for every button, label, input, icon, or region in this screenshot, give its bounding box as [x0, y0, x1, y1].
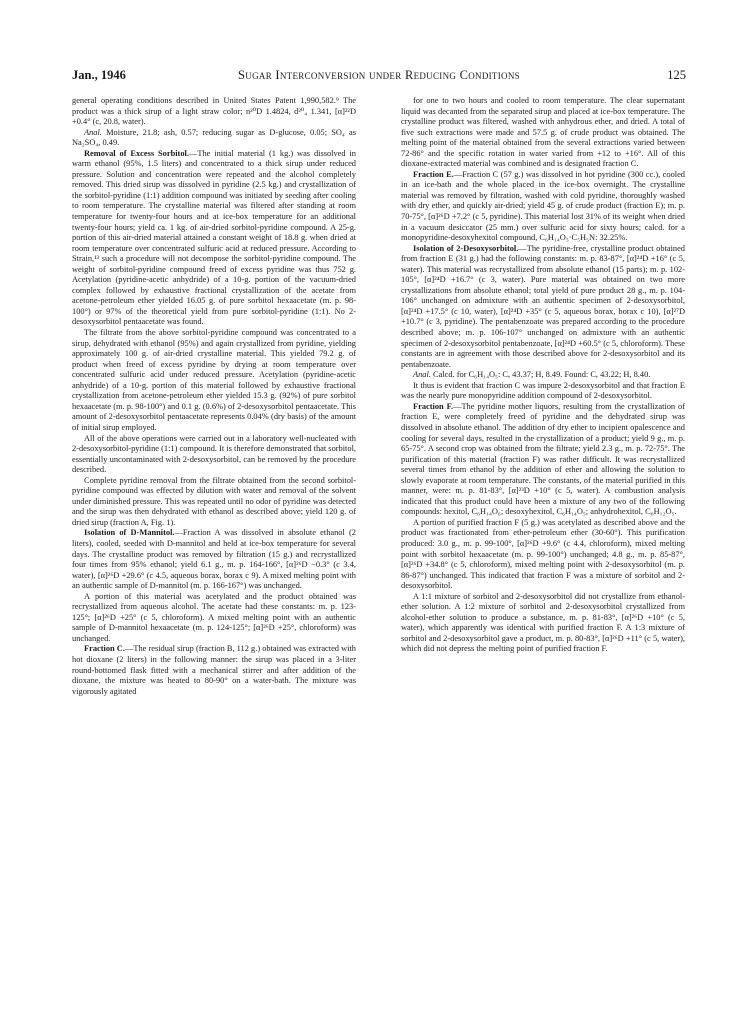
paragraph	[72, 644, 356, 697]
run-in-heading: Isolation of 2-Desoxysorbitol.	[413, 243, 519, 253]
paragraph-text: All of the above operations were carried out in a laboratory well-nucleated with 2-desoxysorbitol-pyridine (1:1) compound. It is therefore demonstrated that sorbitol, essentially uncontaminated with 2-desoxysorbitol, can be removed by the procedure described.	[72, 433, 356, 475]
paragraph-text: Moisture, 21.8; ash, 0.57; reducing sugar as D-glucose, 0.05; SO₄ as Na₂SO₄, 0.49.	[72, 127, 356, 148]
paragraph	[72, 592, 356, 645]
run-in-heading: Fraction E.	[413, 169, 454, 179]
paragraph-text: Complete pyridine removal from the filtrate obtained from the second sorbitol-pyridine compound was effected by dilution with water and removal of the solvent under diminished pressure. This was repeated until no odor of pyridine was detected and the sirup was then dehydrated with ethanol as described above; yield 120 g. of dried sirup (fraction A, Fig. 1).	[72, 475, 356, 527]
paragraph	[401, 518, 685, 592]
left-column	[72, 96, 356, 996]
paragraph	[401, 402, 685, 518]
paragraph	[72, 476, 356, 529]
paragraph	[401, 370, 685, 381]
paragraph-text: —The pyridine mother liquors, resulting from the crystallization of fraction E, were completely freed of pyridine and the dehydrated sirup was dissolved in absolute ethanol. The addition of dry ether to incipient opalescence and cooling for several days, resulted in the crystallization of a product; yield 9 g., m. p. 65-75°. A second crop was obtained from the filtrate; yield 2.3 g., m. p. 72-75°. The purification of this material (fraction F) was rather difficult. It was recrystallized several times from ethanol by the addition of ether and allowing the solution to slowly evaporate at room temperature. The constants, of the material purified in this manner, were: m. p. 81-83°, [α]²³D +10° (c 5, water). A combustion analysis indicated that this product could have been a mixture of any two of the following compounds: hexitol, C₆H₁₄O₆; desoxyhexitol, C₆H₁₄O₅; anhydrohexitol, C₆H₁₂O₅.	[401, 401, 685, 517]
paragraph	[401, 381, 685, 402]
paragraph	[401, 592, 685, 655]
paragraph	[72, 149, 356, 328]
paragraph	[72, 528, 356, 591]
analysis-label: Anal.	[84, 127, 102, 137]
paragraph-text: —Fraction A was dissolved in absolute ethanol (2 liters), cooled, seeded with D-mannitol and held at ice-box temperature for several days. The crystalline product was removed by filtration (15 g.) and recrystallized four times from 95% ethanol; yield 6.1 g., m. p. 164-166°, [α]²⁶D −0.3° (c 3.4, water), [α]²⁶D +29.6° (c 4.5, aqueous borax, borax c 9). A mixed melting point with an authentic sample of D-mannitol (m. p. 166-167°) was unchanged.	[72, 528, 356, 591]
right-column	[401, 96, 685, 996]
paragraph	[401, 244, 685, 371]
running-title: Sugar Interconversion under Reducing Conditions	[238, 68, 520, 82]
paragraph-text: —The pyridine-free, crystalline product obtained from fraction E (31 g.) had the following constants: m. p. 83-87°, [α]²⁴D +16° (c 5, water). This material was recrystallized from absolute ethanol (15 parts); m. p. 102-105°, [α]²⁴D +16.7° (c 3, water). Pure material was obtained on two more crystallizations from absolute ethanol; total yield of pure product 28 g., m. p. 104-106° unchanged on admixture with an authentic specimen of 2-desoxysorbitol, [α]²⁴D +17.5° (c 10, water), [α]²⁴D +35° (c 5, aqueous borax, borax c 10), [α]²⁷D +10.7° (c 3, pyridine). The pentabenzoate was prepared according to the procedure described above; m. p. 106-107° unchanged on admixture with an authentic specimen of 2-desoxysorbitol pentabenzoate, [α]²⁴D +60.5° (c 5, chloroform). These constants are in agreement with those described above for 2-desoxysorbitol and its pentabenzoate.	[401, 243, 685, 369]
analysis-label: Anal.	[413, 370, 431, 380]
paragraph-text: A portion of this material was acetylated and the product obtained was recrystallized from aqueous alcohol. The acetate had these constants: m. p. 123-125°; [α]²⁶D +25° (c 5, chloroform). A mixed melting point with an authentic sample of D-mannitol hexaacetate (m. p. 124-125°; [α]²⁶D +25°, chloroform) was unchanged.	[72, 591, 356, 643]
run-in-heading: Removal of Excess Sorbitol.	[84, 148, 189, 158]
paragraph-text: general operating conditions described in United States Patent 1,990,582.⁹ The product was a thick sirup of a light straw color; n²⁰D 1.4824, d²⁰₄ 1.341, [α]²²D +0.4° (c, 20.8, water).	[72, 96, 356, 127]
run-in-heading: Isolation of D-Mannitol.	[84, 528, 175, 538]
running-header	[72, 68, 686, 86]
paragraph-text: —Fraction C (57 g.) was dissolved in hot pyridine (300 cc.), cooled in an ice-bath and the whole placed in the ice-box overnight. The crystalline material was removed by filtration, washed with cold pyridine, thoroughly washed with dry ether, and quickly air-dried; yield 45 g. of crude product (fraction E); m. p. 70-75°, [α]²⁶D +7.2° (c 5, pyridine). This material lost 31% of its weight when dried in a vacuum desiccator (25 mm.) over sulfuric acid for sixty hours; calcd. for a monopyridine-desoxyhexitol compound, C₆H₁₄O₅·C₅H₅N: 32.25%.	[401, 169, 685, 243]
paragraph	[72, 96, 356, 128]
paragraph	[72, 328, 356, 433]
paragraph-text: The filtrate from the above sorbitol-pyridine compound was concentrated to a sirup, dehydrated with ethanol (95%) and again crystallized from pyridine, yielding approximately 100 g. of air-dried crystalline material. This yielded 79.2 g. of product when freed of excess pyridine by drying at room temperature over concentrated sulfuric acid under reduced pressure. Acetylation (pyridine-acetic anhydride) of a 10-g. portion of this material followed by exhaustive fractional crystallization from acetone-petroleum ether yielded 15.3 g. (92%) of pure sorbitol hexaacetate (m. p. 98-100°) and 0.1 g. (0.6%) of 2-desoxysorbitol pentaacetate. This amount of 2-desoxysorbitol pentaacetate represents 0.04% (dry basis) of the amount of initial sirup employed.	[72, 328, 356, 432]
paragraph	[72, 434, 356, 476]
paragraph	[72, 128, 356, 149]
issue-date: Jan., 1946	[72, 68, 126, 82]
paragraph	[401, 170, 685, 244]
paragraph-text: A 1:1 mixture of sorbitol and 2-desoxysorbitol did not crystallize from ethanol-ether solution. A 1:2 mixture of sorbitol and 2-desoxysorbitol crystallized from alcohol-ether solution to produce a substance, m. p. 81-83°, [α]²⁶D +10° (c 5, water), which apparently was identical with purified fraction F. A 1:3 mixture of sorbitol and 2-desoxysorbitol gave a product, m. p. 80-83°, [α]²⁶D +11° (c 5, water), which did not depress the melting point of purified fraction F.	[401, 591, 685, 654]
paragraph-text: —The initial material (1 kg.) was dissolved in warm ethanol (95%, 1.5 liters) and concentrated to a thick sirup under reduced pressure. Solution and concentration were repeated and the alcohol completely removed. This dried sirup was dissolved in pyridine (2.5 kg.) and crystallization of the sorbitol-pyridine (1:1) addition compound was initiated by seeding after cooling to room temperature. The crystalline material was filtered after standing at room temperature for twenty-four hours and at ice-box temperature for an additional twenty-four hours; yield ca. 1 kg. of air-dried sorbitol-pyridine compound. A 25-g. portion of this air-dried material attained a constant weight of 18.8 g. when dried at room temperature over concentrated sulfuric acid at reduced pressure. According to Strain,¹³ such a procedure will not decompose the sorbitol-pyridine compound. The weight of sorbitol-pyridine compound freed of excess pyridine was thus 752 g. Acetylation (pyridine-acetic anhydride) of a 10-g. portion of the vacuum-dried complex followed by exhaustive fractional crystallization of the acetate from acetone-petroleum ether yielded 16.05 g. of pure sorbitol hexaacetate (m. p. 98-100°) or 97% of the theoretical yield from pure sorbitol-pyridine (1:1). No 2-desoxysorbitol pentaacetate was found.	[72, 148, 356, 327]
paragraph-text: It thus is evident that fraction C was impure 2-desoxysorbitol and that fraction E was the nearly pure monopyridine addition compound of 2-desoxysorbitol.	[401, 380, 685, 401]
paragraph	[401, 96, 685, 170]
paragraph-text: for one to two hours and cooled to room temperature. The clear supernatant liquid was decanted from the separated sirup and placed at ice-box temperature. The crystalline product was filtered, washed with anhydrous ether, and dried. A total of five such extractions were made and 57.5 g. of crude product was obtained. The melting point of the material obtained from the several extractions varied between 72-86° and the specific rotation in water varied from +12 to +16°. All of this dioxane-extracted material was combined and is designated fraction C.	[401, 96, 685, 169]
page-number: 125	[667, 68, 686, 82]
run-in-heading: Fraction F.	[413, 401, 454, 411]
paragraph-text: —The residual sirup (fraction B, 112 g.) obtained was extracted with hot dioxane (2 liters) in the following manner: the sirup was placed in a 3-liter round-bottomed flask fitted with a mechanical stirrer and after addition of the dioxane, the mixture was heated to 80-90° on a water-bath. The mixture was vigorously agitated	[72, 644, 356, 696]
paragraph-text: A portion of purified fraction F (5 g.) was acetylated as described above and the product was fractionated from ether-petroleum ether (30-60°). This purification produced: 3.0 g., m. p. 99-100°, [α]²⁶D +9.6° (c 4.4, chloroform), mixed melting point with sorbitol hexaacetate (m. p. 99-100°) unchanged; 4.8 g., m. p. 85-87°, [α]²⁶D +34.8° (c 5, chloroform), mixed melting point with 2-desoxysorbitol (m. p. 86-87°) unchanged. This indicated that fraction F was a mixture of sorbitol and 2-desoxysorbitol.	[401, 517, 685, 591]
run-in-heading: Fraction C.	[84, 644, 125, 654]
paragraph-text: Calcd. for C₆H₁₄O₅: C, 43.37; H, 8.49. Found: C, 43.22; H, 8.40.	[433, 370, 651, 380]
